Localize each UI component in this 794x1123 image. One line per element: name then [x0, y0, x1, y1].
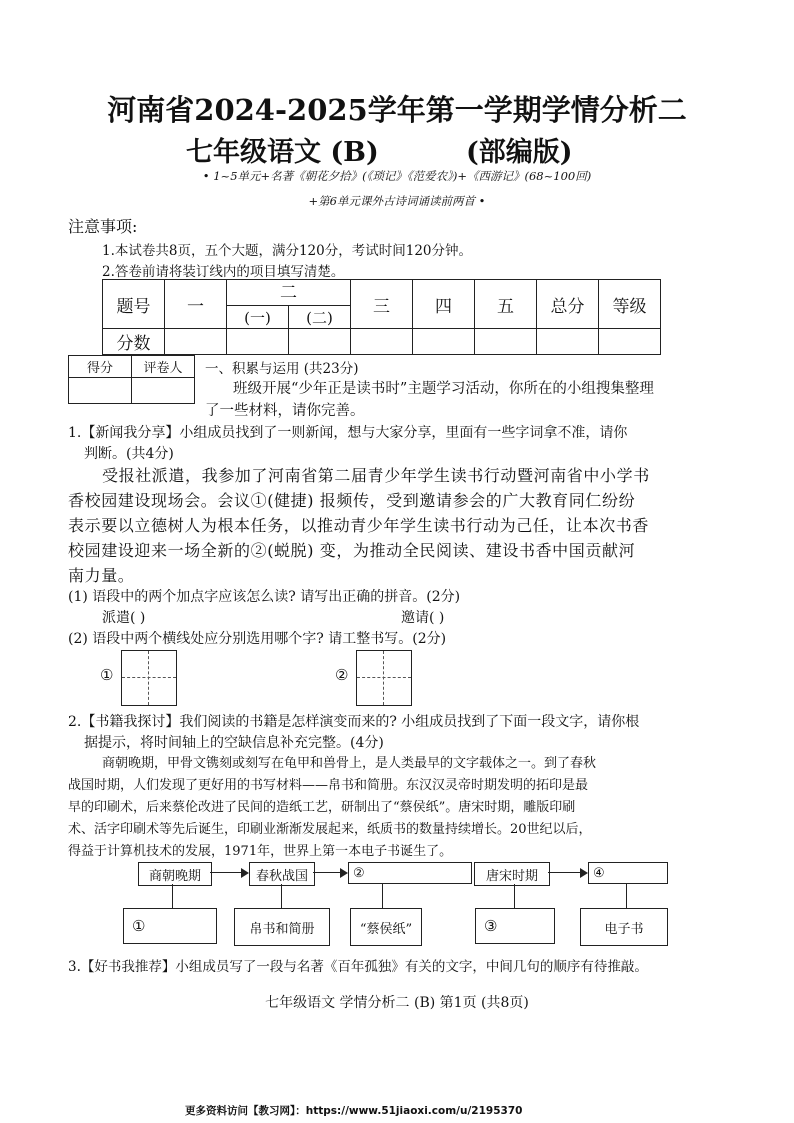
score-cell: [537, 329, 599, 355]
q2-passage-line-3: 早的印刷术，后来蔡伦改进了民间的造纸工艺，研制出了“蔡侯纸”。唐宋时期，雕版印刷: [68, 800, 576, 815]
score-table: [102, 279, 661, 355]
timeline-bottom-4-blank[interactable]: ③: [475, 908, 555, 944]
q1-passage-line-2: 香校园建设现场会。会议①(健捷) 报频传，受到邀请参会的广大教育同仁纷纷: [68, 491, 636, 510]
arrow-right-icon: [241, 868, 249, 878]
score-table-col-2b: (二): [289, 306, 351, 329]
grader-name-cell: [132, 378, 195, 404]
score-table-col-total: 总分: [537, 280, 599, 329]
q2-stem-line-1: 2.【书籍我探讨】我们阅读的书籍是怎样演变而来的? 小组成员找到了下面一段文字，请你根: [68, 714, 640, 730]
timeline-top-2: 春秋战国: [249, 862, 315, 886]
score-table-col-3: 三: [351, 280, 413, 329]
grader-score-cell: [69, 378, 132, 404]
timeline-bottom-2: 帛书和简册: [234, 908, 330, 946]
timeline-connector: [313, 872, 340, 873]
page-title: 河南省2024-2025学年第一学期学情分析二: [107, 93, 687, 127]
q1-sub-2: (2) 语段中两个横线处应分别选用哪个字? 请工整书写。(2分): [68, 631, 447, 647]
timeline-top-1: 商朝晚期: [138, 862, 212, 886]
arrow-right-icon: [580, 868, 588, 878]
timeline-bottom-5: 电子书: [580, 908, 668, 946]
writing-grid-2[interactable]: [356, 650, 412, 706]
q1-passage-line-5: 南力量。: [68, 566, 135, 585]
score-table-col-2a: (一): [227, 306, 289, 329]
q2-passage-line-1: 商朝晚期，甲骨文镌刻或刻写在龟甲和兽骨上，是人类最早的文字载体之一。到了春秋: [102, 756, 597, 771]
q1-passage-line-3: 表示要以立德树人为根本任务，以推动青少年学生读书行动为己任，让本次书香: [68, 516, 650, 535]
q1-mark-1: ①: [100, 666, 114, 684]
q1-stem-line-2: 判断。(共4分): [84, 446, 174, 462]
timeline-top-3-blank[interactable]: ②: [348, 862, 472, 884]
score-cell: [227, 329, 289, 355]
timeline-top-4: 唐宋时期: [474, 862, 550, 886]
timeline-stem: [281, 884, 282, 908]
timeline-stem: [172, 884, 173, 908]
timeline-top-5-blank[interactable]: ④: [588, 862, 668, 884]
score-table-label-score: 分数: [103, 329, 165, 355]
q2-passage-line-5: 得益于计算机技术的发展，1971年，世界上第一本电子书诞生了。: [68, 844, 453, 859]
q1-passage-line-4: 校园建设迎来一场全新的②(蜕脱) 变，为推动全民阅读、建设书香中国贡献河: [68, 541, 636, 560]
timeline-connector: [210, 872, 241, 873]
grader-name-label: 评卷人: [132, 356, 195, 378]
edition-title: (部编版): [466, 137, 573, 168]
scope-line-2: +第6单元课外古诗词诵读前两首 •: [308, 194, 486, 208]
score-cell: [289, 329, 351, 355]
score-cell: [165, 329, 227, 355]
timeline-stem: [626, 884, 627, 908]
subject-title: 七年级语文 (B): [186, 137, 379, 168]
scope-line-1: • 1~5单元+名著《朝花夕拾》(《琐记》《范爱农》)+《西游记》(68~100回): [202, 169, 592, 183]
section-1-intro-line-1: 班级开展“少年正是读书时”主题学习活动，你所在的小组搜集整理: [233, 381, 654, 397]
score-cell: [413, 329, 475, 355]
section-1-title: 一、积累与运用 (共23分): [205, 361, 359, 377]
resource-link[interactable]: 更多资料访问【教习网】：https://www.51jiaoxi.com/u/2195370: [185, 1105, 523, 1117]
q3-stem: 3.【好书我推荐】小组成员写了一段与名著《百年孤独》有关的文字，中间几句的顺序有待推敲。: [68, 959, 648, 975]
score-table-label-number: 题号: [103, 280, 165, 329]
score-table-col-4: 四: [413, 280, 475, 329]
timeline-bottom-3: “蔡侯纸”: [350, 908, 422, 946]
q2-passage-line-4: 术、活字印刷术等先后诞生，印刷业渐渐发展起来，纸质书的数量持续增长。20世纪以后，: [68, 822, 592, 837]
score-table-col-grade: 等级: [599, 280, 661, 329]
q1-mark-2: ②: [335, 666, 349, 684]
score-cell: [351, 329, 413, 355]
score-table-col-5: 五: [475, 280, 537, 329]
score-table-col-2: 二: [227, 280, 351, 306]
score-table-col-1: 一: [165, 280, 227, 329]
q1-passage-line-1: 受报社派遣，我参加了河南省第二届青少年学生读书行动暨河南省中小学书: [102, 466, 650, 485]
grader-score-label: 得分: [69, 356, 132, 378]
notes-item-2: 2.答卷前请将装订线内的项目填写清楚。: [102, 264, 345, 280]
q1-sub-1: (1) 语段中的两个加点字应该怎么读? 请写出正确的拼音。(2分): [68, 589, 461, 605]
notes-item-1: 1.本试卷共8页，五个大题，满分120分，考试时间120分钟。: [102, 243, 473, 259]
section-1-intro-line-2: 了一些材料，请你完善。: [205, 403, 365, 419]
q2-passage-line-2: 战国时期，人们发现了更好用的书写材料——帛书和简册。东汉汉灵帝时期发明的拓印是最: [68, 778, 589, 793]
score-cell: [599, 329, 661, 355]
q2-stem-line-2: 据提示，将时间轴上的空缺信息补充完整。(4分): [84, 735, 384, 751]
timeline-stem: [382, 884, 383, 908]
timeline-connector: [548, 872, 580, 873]
writing-grid-1[interactable]: [121, 650, 177, 706]
notes-heading: 注意事项:: [68, 217, 138, 236]
score-cell: [475, 329, 537, 355]
arrow-right-icon: [340, 868, 348, 878]
timeline-bottom-1-blank[interactable]: ①: [123, 908, 217, 944]
page-footer: 七年级语文 学情分析二 (B) 第1页 (共8页): [265, 995, 529, 1011]
q1-stem-line-1: 1.【新闻我分享】小组成员找到了一则新闻，想与大家分享，里面有一些字词拿不准，请你: [68, 425, 628, 441]
q1-sub-1-answer-a[interactable]: 派遣( ): [102, 610, 146, 626]
grader-table: [68, 355, 195, 404]
q1-sub-1-answer-b[interactable]: 邀请( ): [401, 610, 445, 626]
timeline-stem: [514, 884, 515, 908]
